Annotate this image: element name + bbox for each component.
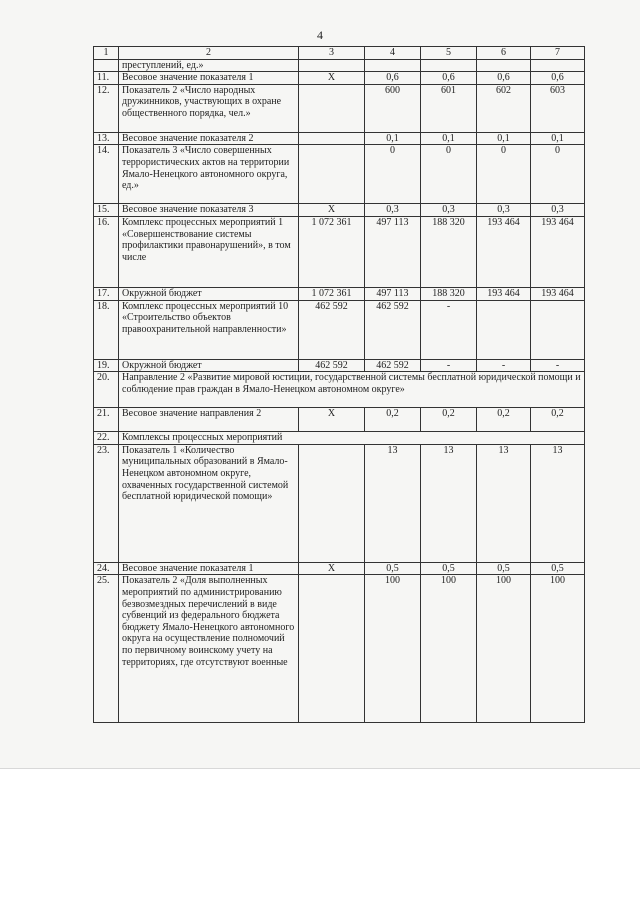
cell-total — [299, 59, 365, 72]
row-span-text: Комплексы процессных мероприятий — [119, 432, 585, 445]
cell-value: 0,2 — [477, 408, 531, 432]
row-number: 25. — [94, 575, 119, 723]
row-span-text: Направление 2 «Развитие мировой юстиции, государственной системы бесплатной юридической помощи и соблюдение прав граждан в Ямало-Ненецком автономном округе» — [119, 372, 585, 408]
cell-value: 462 592 — [365, 359, 421, 372]
row-number: 19. — [94, 359, 119, 372]
cell-value: 100 — [477, 575, 531, 723]
cell-value: 0,1 — [421, 132, 477, 145]
cell-value: 0,6 — [365, 72, 421, 85]
header-cell: 4 — [365, 47, 421, 60]
row-number: 24. — [94, 562, 119, 575]
direction-row — [94, 372, 585, 408]
header-cell: 5 — [421, 47, 477, 60]
table-row — [94, 408, 585, 432]
cell-total — [299, 444, 365, 562]
row-number: 20. — [94, 372, 119, 408]
table-row — [94, 359, 585, 372]
indicators-table — [93, 46, 585, 723]
row-name: Показатель 1 «Количество муниципальных образований в Ямало-Ненецком автономном округе, охваченных государственной системой бесплатной юридической помощи» — [119, 444, 299, 562]
row-number: 21. — [94, 408, 119, 432]
cell-value — [477, 59, 531, 72]
cell-value: 0,2 — [421, 408, 477, 432]
table-row — [94, 132, 585, 145]
row-name: Показатель 3 «Число совершенных террористических актов на территории Ямало-Ненецкого автономного округа, ед.» — [119, 145, 299, 204]
cell-value: 0 — [531, 145, 585, 204]
cell-value — [365, 59, 421, 72]
row-name: Весовое значение показателя 1 — [119, 72, 299, 85]
table-row — [94, 444, 585, 562]
cell-value: 462 592 — [365, 300, 421, 359]
table-row — [94, 59, 585, 72]
cell-value: 0,5 — [531, 562, 585, 575]
row-number: 11. — [94, 72, 119, 85]
row-number: 12. — [94, 84, 119, 132]
cell-value: 0,5 — [477, 562, 531, 575]
row-name: Весовое значение показателя 3 — [119, 204, 299, 217]
cell-total: 1 072 361 — [299, 216, 365, 287]
table-row — [94, 145, 585, 204]
cell-value: 188 320 — [421, 287, 477, 300]
cell-total: 1 072 361 — [299, 287, 365, 300]
cell-value: 0,3 — [365, 204, 421, 217]
cell-value: 100 — [421, 575, 477, 723]
cell-value: - — [531, 359, 585, 372]
cell-value: 13 — [477, 444, 531, 562]
row-name: Комплекс процессных мероприятий 1 «Совершенствование системы профилактики правонарушений», в том числе — [119, 216, 299, 287]
cell-value: 0,2 — [365, 408, 421, 432]
row-name: Весовое значение показателя 1 — [119, 562, 299, 575]
cell-total — [299, 84, 365, 132]
cell-value: 0,6 — [477, 72, 531, 85]
row-number: 17. — [94, 287, 119, 300]
row-name: Окружной бюджет — [119, 287, 299, 300]
cell-value — [477, 300, 531, 359]
cell-total: X — [299, 408, 365, 432]
row-number: 13. — [94, 132, 119, 145]
cell-value: 601 — [421, 84, 477, 132]
cell-value: 0,5 — [421, 562, 477, 575]
cell-value: 188 320 — [421, 216, 477, 287]
cell-value: 0,6 — [531, 72, 585, 85]
page-number: 4 — [317, 28, 323, 42]
cell-total: 462 592 — [299, 300, 365, 359]
table-row — [94, 84, 585, 132]
cell-value: 100 — [531, 575, 585, 723]
cell-value: - — [477, 359, 531, 372]
cell-value: 0,3 — [421, 204, 477, 217]
cell-value: 0,1 — [365, 132, 421, 145]
row-name: Весовое значение направления 2 — [119, 408, 299, 432]
cell-value: 602 — [477, 84, 531, 132]
row-number: 14. — [94, 145, 119, 204]
row-number: 23. — [94, 444, 119, 562]
cell-value: 0 — [365, 145, 421, 204]
cell-value: 0,1 — [531, 132, 585, 145]
cell-value: 0,3 — [531, 204, 585, 217]
cell-value: 600 — [365, 84, 421, 132]
cell-value: 13 — [421, 444, 477, 562]
cell-value: 0 — [421, 145, 477, 204]
row-number: 18. — [94, 300, 119, 359]
cell-value: 193 464 — [477, 216, 531, 287]
table-row — [94, 204, 585, 217]
table-row — [94, 72, 585, 85]
cell-value: 0,1 — [477, 132, 531, 145]
cell-total: X — [299, 204, 365, 217]
header-cell: 2 — [119, 47, 299, 60]
cell-total — [299, 575, 365, 723]
cell-value: - — [421, 359, 477, 372]
cell-total — [299, 145, 365, 204]
cell-total: X — [299, 72, 365, 85]
row-name: Окружной бюджет — [119, 359, 299, 372]
row-number: 22. — [94, 432, 119, 445]
header-cell: 1 — [94, 47, 119, 60]
table-row — [94, 287, 585, 300]
cell-value: 13 — [531, 444, 585, 562]
cell-total — [299, 132, 365, 145]
cell-value: 193 464 — [531, 216, 585, 287]
complex-row — [94, 432, 585, 445]
cell-value: 0,3 — [477, 204, 531, 217]
row-number: 15. — [94, 204, 119, 217]
table-row — [94, 575, 585, 723]
row-name: преступлений, ед.» — [119, 59, 299, 72]
table-row — [94, 216, 585, 287]
header-cell: 6 — [477, 47, 531, 60]
header-cell: 7 — [531, 47, 585, 60]
row-name: Показатель 2 «Доля выполненных мероприятий по администрированию безвозмездных перечислений в виде субвенций из федерального бюджета бюджету Ямало-Ненецкого автономного округа на осуществление полномочий по первичному воинскому учету на территориях, где отсутствуют военные — [119, 575, 299, 723]
cell-value: 0,6 — [421, 72, 477, 85]
cell-value — [421, 59, 477, 72]
row-name: Весовое значение показателя 2 — [119, 132, 299, 145]
row-name: Комплекс процессных мероприятий 10 «Строительство объектов правоохранительной направленности» — [119, 300, 299, 359]
cell-value: 497 113 — [365, 216, 421, 287]
cell-value: 497 113 — [365, 287, 421, 300]
cell-value — [531, 300, 585, 359]
row-name: Показатель 2 «Число народных дружинников, участвующих в охране общественного порядка, чел.» — [119, 84, 299, 132]
cell-value: 193 464 — [477, 287, 531, 300]
row-number: 16. — [94, 216, 119, 287]
cell-value: 193 464 — [531, 287, 585, 300]
header-row — [94, 47, 585, 60]
cell-value: 603 — [531, 84, 585, 132]
table-row — [94, 300, 585, 359]
cell-value: 0,2 — [531, 408, 585, 432]
cell-value: 100 — [365, 575, 421, 723]
cell-value — [531, 59, 585, 72]
cell-total: 462 592 — [299, 359, 365, 372]
cell-total: X — [299, 562, 365, 575]
table-row — [94, 562, 585, 575]
cell-value: 13 — [365, 444, 421, 562]
header-cell: 3 — [299, 47, 365, 60]
row-number — [94, 59, 119, 72]
cell-value: - — [421, 300, 477, 359]
cell-value: 0,5 — [365, 562, 421, 575]
cell-value: 0 — [477, 145, 531, 204]
